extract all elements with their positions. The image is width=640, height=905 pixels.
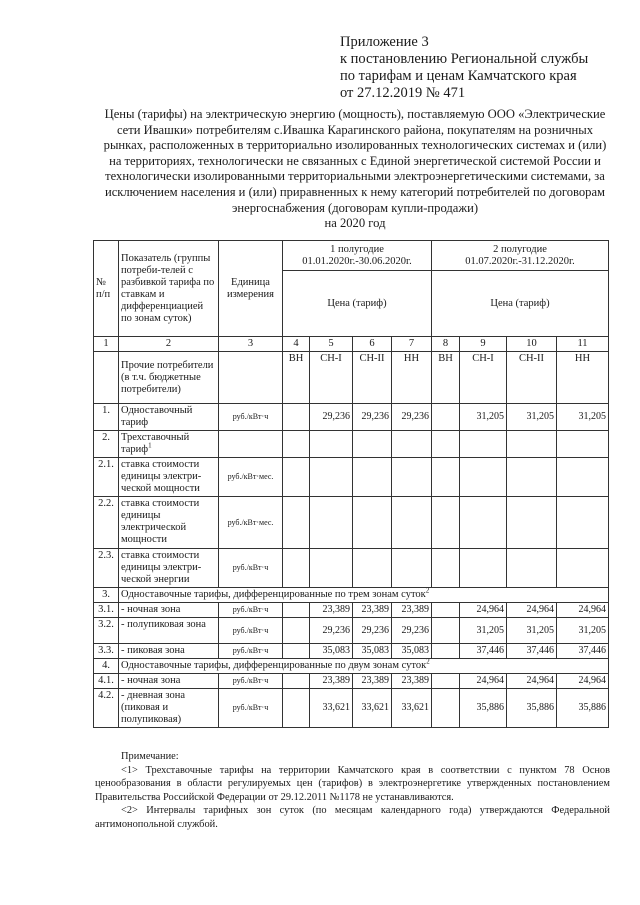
title-line: на территориях, технологически не связанных с Единой энергетической системой России и: [109, 153, 601, 168]
half1-label: 1 полугодие: [330, 243, 384, 255]
row-name: [119, 674, 219, 689]
tariff-value: 24,964: [557, 603, 609, 618]
tariff-value: 23,389: [310, 603, 353, 618]
title-line: сети Ивашки» потребителям с.Ивашка Карагинского района, покупателям на розничных: [116, 122, 594, 137]
row-name-text: - полупиковая зона: [121, 619, 206, 630]
tariff-value: [310, 549, 353, 588]
tariff-value: 37,446: [460, 644, 507, 659]
table-row: [94, 618, 609, 644]
header-half1: [283, 241, 432, 271]
tariff-value: [283, 603, 310, 618]
tariff-value: [460, 458, 507, 497]
row-number: 2.2.: [94, 497, 119, 549]
row-number: 2.3.: [94, 549, 119, 588]
header-price-1: Цена (тариф): [283, 271, 432, 337]
tariff-value: [557, 497, 609, 549]
voltage-level: ВН: [432, 352, 460, 404]
tariff-value: 29,236: [353, 404, 392, 431]
half2-label: 2 полугодие: [493, 243, 547, 255]
tariff-table: [93, 240, 609, 728]
tariff-value: [283, 674, 310, 689]
tariff-value: [310, 431, 353, 458]
footnote-mark: 2: [425, 587, 430, 595]
tariff-value: 29,236: [353, 618, 392, 644]
tariff-value: [392, 431, 432, 458]
appendix-line: по тарифам и ценам Камчатского края: [340, 68, 577, 84]
footnote-mark: 2: [426, 658, 430, 666]
unit-cell: руб./кВт·мес.: [219, 497, 283, 549]
tariff-value: 37,446: [507, 644, 557, 659]
tariff-value: [432, 431, 460, 458]
tariff-value: 33,621: [310, 689, 353, 728]
section-title-text: Одноставочные тарифы, дифференцированные по трем зонам суток: [121, 589, 426, 600]
tariff-value: [507, 549, 557, 588]
title-line: энергоснабжения (договорам купли-продажи): [231, 200, 479, 215]
tariff-value: 31,205: [507, 404, 557, 431]
tariff-value: 23,389: [310, 674, 353, 689]
tariff-value: 35,083: [392, 644, 432, 659]
appendix-line: Приложение 3: [340, 34, 429, 50]
tariff-value: [432, 404, 460, 431]
section-title: [119, 588, 609, 603]
unit-cell: руб./кВт·мес.: [219, 458, 283, 497]
title-line: рынках, расположенных в территориально изолированных технологических системах и (или): [103, 138, 607, 153]
tariff-value: [283, 689, 310, 728]
tariff-value: 35,886: [507, 689, 557, 728]
section-title-text: Одноставочные тарифы, дифференцированные по двум зонам суток: [121, 660, 427, 671]
row-name: [119, 431, 219, 458]
tariff-value: [353, 458, 392, 497]
unit-cell: руб./кВт·ч: [219, 674, 283, 689]
section-number: 4.: [94, 659, 119, 674]
row-name: [119, 458, 219, 497]
tariff-value: [283, 549, 310, 588]
tariff-value: [460, 549, 507, 588]
tariff-value: 29,236: [310, 404, 353, 431]
row-number: 4.1.: [94, 674, 119, 689]
tariff-value: 29,236: [392, 618, 432, 644]
tariff-value: 37,446: [557, 644, 609, 659]
column-number: 7: [392, 337, 432, 352]
tariff-value: [432, 458, 460, 497]
title-line: исключением населения и (или) приравненных к нему категорий потребителей по договорам: [104, 184, 606, 199]
tariff-value: [557, 458, 609, 497]
column-number: 4: [283, 337, 310, 352]
column-number: 9: [460, 337, 507, 352]
tariff-value: [432, 603, 460, 618]
tariff-value: [283, 618, 310, 644]
tariff-value: [557, 431, 609, 458]
row-number: [94, 352, 119, 404]
tariff-value: [432, 549, 460, 588]
title-line: технологически изолированными территориальными электроэнергетическими системами, за: [105, 169, 605, 184]
tariff-value: [460, 497, 507, 549]
table-row: [94, 241, 609, 271]
tariff-value: [353, 549, 392, 588]
column-number: 5: [310, 337, 353, 352]
tariff-value: [283, 458, 310, 497]
row-name-text: - пиковая зона: [121, 645, 185, 656]
tariff-value: [432, 618, 460, 644]
tariff-value: 23,389: [392, 603, 432, 618]
voltage-level: СН-I: [310, 352, 353, 404]
header-number: № п/п: [94, 241, 119, 337]
note-1: <1> Трехставочные тарифы на территории Камчатского края в соответствии с пунктом 78 Основ ценообразования в области регулируемых цен (тарифов) в электроэнергетике утвержденных постановлением Правительства Российской Федерации от 29.12.2011 №1178 не устанавливаются.: [95, 764, 610, 803]
row-name-text: ставка стоимости единицы электри-ческой мощности: [121, 459, 202, 494]
row-name: [119, 404, 219, 431]
section-title: [119, 659, 609, 674]
tariff-value: 31,205: [557, 404, 609, 431]
notes: [95, 750, 610, 831]
row-number: 2.: [94, 431, 119, 458]
row-number: 3.3.: [94, 644, 119, 659]
row-name-text: ставка стоимости единицы электри-ческой энергии: [121, 550, 202, 585]
tariff-value: 31,205: [460, 618, 507, 644]
tariff-value: 35,886: [557, 689, 609, 728]
row-name: [119, 497, 219, 549]
half2-dates: 01.07.2020г.-31.12.2020г.: [465, 255, 575, 267]
voltage-level: СН-I: [460, 352, 507, 404]
tariff-value: [310, 458, 353, 497]
column-number: 11: [557, 337, 609, 352]
header-price-2: Цена (тариф): [432, 271, 609, 337]
tariff-value: [432, 497, 460, 549]
tariff-value: [432, 644, 460, 659]
tariff-value: [392, 458, 432, 497]
table-row: [94, 674, 609, 689]
voltage-level: НН: [557, 352, 609, 404]
table-row: [94, 431, 609, 458]
tariff-value: [310, 497, 353, 549]
row-number: 2.1.: [94, 458, 119, 497]
tariff-value: 31,205: [507, 618, 557, 644]
column-number: 3: [219, 337, 283, 352]
unit-cell: руб./кВт·ч: [219, 603, 283, 618]
unit-cell: руб./кВт·ч: [219, 404, 283, 431]
table-row: [94, 689, 609, 728]
notes-label: Примечание:: [121, 751, 179, 762]
tariff-value: 31,205: [460, 404, 507, 431]
table-row: [94, 352, 609, 404]
table-row: [94, 458, 609, 497]
tariff-value: [283, 404, 310, 431]
tariff-value: [432, 674, 460, 689]
row-name: [119, 549, 219, 588]
row-number: 1.: [94, 404, 119, 431]
unit-cell: руб./кВт·ч: [219, 618, 283, 644]
tariff-value: 24,964: [557, 674, 609, 689]
tariff-value: 29,236: [392, 404, 432, 431]
group-label: Прочие потребители (в т.ч. бюджетные потребители): [119, 352, 219, 404]
tariff-value: [392, 497, 432, 549]
tariff-value: [557, 549, 609, 588]
tariff-value: [432, 689, 460, 728]
table-row: [94, 549, 609, 588]
title-line: Цены (тарифы) на электрическую энергию (мощность), поставляемую ООО «Электрические: [104, 107, 606, 121]
tariff-value: [507, 458, 557, 497]
row-name-text: - ночная зона: [121, 604, 181, 615]
tariff-value: [283, 644, 310, 659]
appendix-line: к постановлению Региональной службы: [340, 51, 589, 67]
tariff-value: 23,389: [392, 674, 432, 689]
unit-cell: руб./кВт·ч: [219, 549, 283, 588]
voltage-level: СН-II: [353, 352, 392, 404]
column-number: 1: [94, 337, 119, 352]
tariff-value: 24,964: [507, 603, 557, 618]
voltage-level: СН-II: [507, 352, 557, 404]
voltage-level: НН: [392, 352, 432, 404]
header-indicator: Показатель (группы потреби-телей с разбивкой тарифа по ставкам и дифференциацией по зонам суток): [119, 241, 219, 337]
title-line: на 2020 год: [324, 216, 386, 231]
row-name: [119, 618, 219, 644]
tariff-value: 29,236: [310, 618, 353, 644]
tariff-value: [507, 497, 557, 549]
column-number: 2: [119, 337, 219, 352]
row-number: 4.2.: [94, 689, 119, 728]
row-name-text: - дневная зона (пиковая и полупиковая): [121, 690, 186, 725]
tariff-value: 24,964: [460, 674, 507, 689]
section-number: 3.: [94, 588, 119, 603]
row-name: [119, 603, 219, 618]
tariff-value: 23,389: [353, 603, 392, 618]
tariff-value: 35,083: [353, 644, 392, 659]
table-row: [94, 659, 609, 674]
row-name: [119, 644, 219, 659]
row-name-text: Одноставочный тариф: [121, 405, 193, 428]
footnote-mark: 1: [148, 441, 152, 450]
table-row: [94, 404, 609, 431]
table-row: [94, 588, 609, 603]
document-title: [95, 107, 615, 232]
appendix-line: от 27.12.2019 № 471: [340, 85, 466, 101]
table-row: [94, 337, 609, 352]
voltage-level: ВН: [283, 352, 310, 404]
row-name-text: Трехставочный тариф: [121, 432, 190, 455]
tariff-value: 23,389: [353, 674, 392, 689]
row-name-text: ставка стоимости единицы электрической мощности: [121, 498, 200, 545]
tariff-value: 33,621: [353, 689, 392, 728]
tariff-value: [283, 431, 310, 458]
appendix-header: [340, 34, 588, 102]
tariff-value: [392, 549, 432, 588]
tariff-value: 24,964: [460, 603, 507, 618]
half1-dates: 01.01.2020г.-30.06.2020г.: [302, 255, 412, 267]
table-row: [94, 603, 609, 618]
tariff-value: [353, 497, 392, 549]
table-row: [94, 644, 609, 659]
column-number: 8: [432, 337, 460, 352]
tariff-value: [283, 497, 310, 549]
row-name: [119, 689, 219, 728]
tariff-value: [460, 431, 507, 458]
column-number: 6: [353, 337, 392, 352]
table-row: [94, 497, 609, 549]
row-name-text: - ночная зона: [121, 675, 181, 686]
unit-cell: руб./кВт·ч: [219, 644, 283, 659]
tariff-value: 33,621: [392, 689, 432, 728]
tariff-value: [353, 431, 392, 458]
unit-cell: [219, 431, 283, 458]
unit-cell: [219, 352, 283, 404]
tariff-value: 31,205: [557, 618, 609, 644]
tariff-value: 24,964: [507, 674, 557, 689]
unit-cell: руб./кВт·ч: [219, 689, 283, 728]
column-number: 10: [507, 337, 557, 352]
tariff-value: 35,886: [460, 689, 507, 728]
header-half2: [432, 241, 609, 271]
row-number: 3.2.: [94, 618, 119, 644]
row-number: 3.1.: [94, 603, 119, 618]
header-unit: Единица измерения: [219, 241, 283, 337]
tariff-value: 35,083: [310, 644, 353, 659]
tariff-value: [507, 431, 557, 458]
note-2: <2> Интервалы тарифных зон суток (по месяцам календарного года) утверждаются Федеральной антимонопольной службой.: [95, 805, 610, 830]
